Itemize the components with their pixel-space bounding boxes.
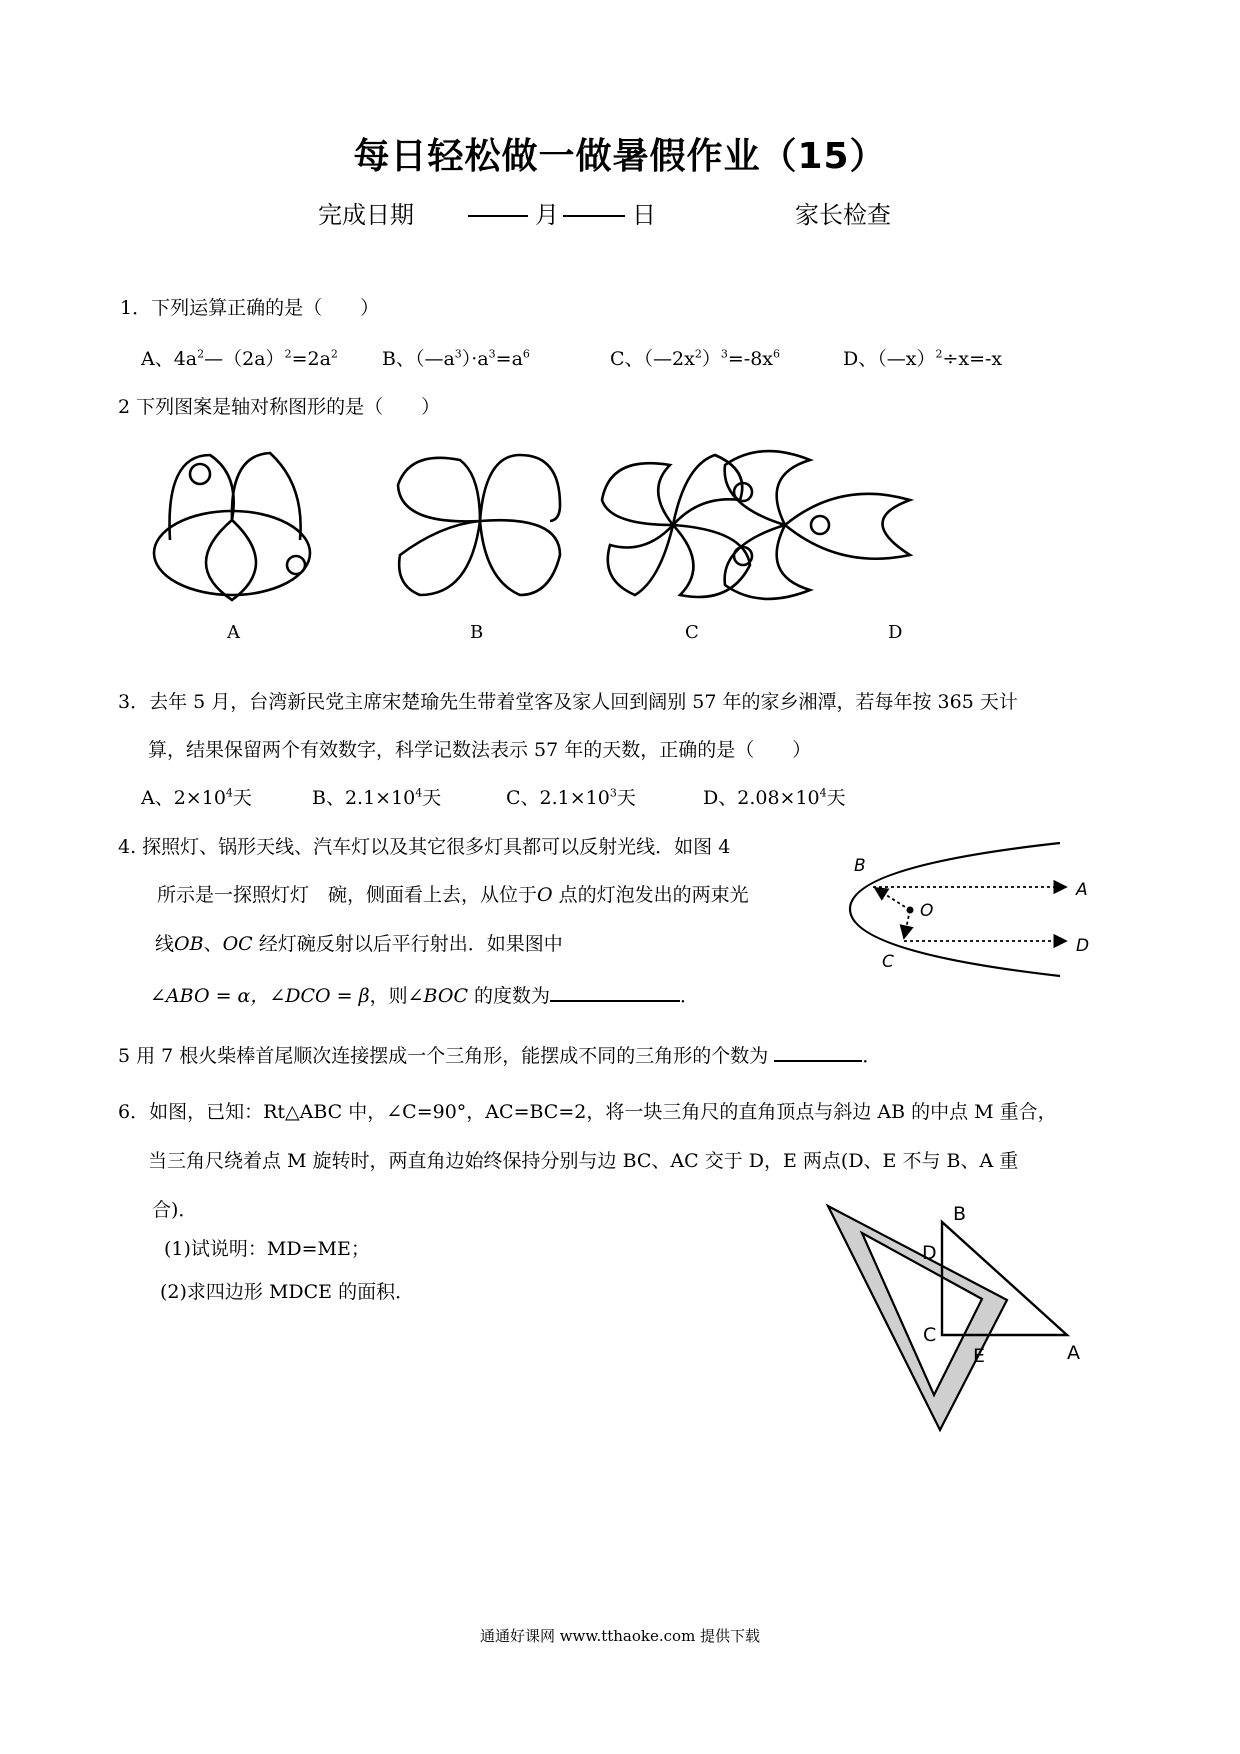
- question-3-line-2: 算，结果保留两个有效数字，科学记数法表示 57 年的天数，正确的是（ ）: [148, 739, 812, 761]
- figure-c: [602, 455, 750, 597]
- label-b: B: [854, 856, 866, 876]
- answer-blank-q5: [774, 1040, 862, 1062]
- date-blank-line-day: [563, 195, 625, 223]
- page-footer: 通通好课网 www.tthaoke.com 提供下载: [479, 1627, 761, 1645]
- figure-a-label: A: [227, 622, 240, 643]
- spotlight-figure: [840, 838, 1110, 988]
- ray-oc: [904, 910, 910, 938]
- question-4-line-4: ∠ABO = α，∠DCO = β，则∠BOC 的度数为 ．: [150, 980, 699, 1008]
- completion-date-label: 完成日期: [318, 201, 414, 229]
- question-3-option-a: A、$2\times 10^4$天: [141, 786, 252, 809]
- label-d: D: [922, 1242, 937, 1264]
- page-title: 每日轻松做一做暑假作业（15）: [353, 136, 887, 177]
- question-5-text: 5 用 7 根火柴棒首尾顺次连接摆成一个三角形，能摆成不同的三角形的个数为 ．: [118, 1040, 881, 1068]
- figure-c-label: C: [685, 622, 699, 643]
- label-a: A: [1076, 880, 1088, 900]
- question-6-part-1: (1)试说明：MD=ME；: [164, 1238, 370, 1260]
- parent-check-label: 家长检查: [795, 201, 891, 229]
- question-1-option-b: B、$(—a^3)\cdot a^3=a^6$: [382, 347, 530, 370]
- triangle-figure: [810, 1195, 1100, 1445]
- question-1-stem: 1．下列运算正确的是（ ）: [120, 297, 380, 319]
- question-1-option-a: A、$4a^2—(2a)^2=2a^2$: [141, 347, 338, 370]
- question-6-part-2: (2)求四边形 MDCE 的面积．: [160, 1281, 415, 1303]
- question-3-option-b: B、$2.1\times 10^4$天: [312, 786, 442, 809]
- label-b: B: [953, 1203, 967, 1225]
- label-a: A: [1067, 1342, 1080, 1364]
- question-1-option-c: C、$(—2x^2)^3=-8x^6$: [610, 347, 781, 370]
- question-6-line-3: 合)．: [152, 1199, 198, 1221]
- label-e: E: [973, 1345, 986, 1367]
- point-o: [907, 907, 914, 914]
- figure-a: [154, 453, 310, 600]
- question-6-line-2: 当三角尺绕着点 M 旋转时，两直角边始终保持分别与边 BC、AC 交于 D，E 两点(D、E 不与 B、A 重: [148, 1150, 1019, 1172]
- figure-b-label: B: [470, 622, 484, 643]
- question-1-option-d: D、（—x）$^2$÷x=-x: [843, 347, 1003, 370]
- label-c: C: [882, 952, 894, 972]
- question-4-line-1: 4. 探照灯、锅形天线、汽车灯以及其它很多灯具都可以反射光线．如图 4: [118, 836, 731, 858]
- question-6-line-1: 6．如图，已知：Rt△ABC 中，∠C=90°，AC=BC=2，将一块三角尺的直角顶点与斜边 AB 的中点 M 重合，: [118, 1101, 1057, 1123]
- figure-d: [725, 451, 910, 599]
- question-2-figures: [140, 445, 1000, 605]
- set-square: [828, 1206, 1007, 1430]
- question-3-option-c: C、$2.1\times 10^3$天: [506, 786, 636, 809]
- question-4-line-2: 所示是一探照灯灯 碗，侧面看上去，从位于O 点的灯泡发出的两束光: [157, 884, 749, 906]
- label-d: D: [1076, 936, 1090, 956]
- label-o: O: [920, 901, 934, 921]
- date-blank-line-month: [468, 195, 528, 223]
- question-3-line-1: 3．去年 5 月，台湾新民党主席宋楚瑜先生带着堂客及家人回到阔别 57 年的家乡湘潭，若每年按 365 天计: [118, 691, 1018, 713]
- answer-blank-q4: [550, 980, 680, 1002]
- question-2-stem: 2 下列图案是轴对称图形的是（ ）: [118, 396, 441, 418]
- label-c: C: [923, 1324, 937, 1346]
- ray-ob: [875, 888, 910, 910]
- question-4-line-3: 线OB、OC 经灯碗反射以后平行射出．如果图中: [155, 933, 563, 955]
- figure-d-label: D: [888, 622, 903, 643]
- question-3-option-d: D、$2.08\times 10^4$天: [703, 786, 846, 809]
- day-label: 日: [632, 201, 656, 229]
- figure-b: [398, 455, 560, 595]
- month-label: 月: [535, 201, 559, 229]
